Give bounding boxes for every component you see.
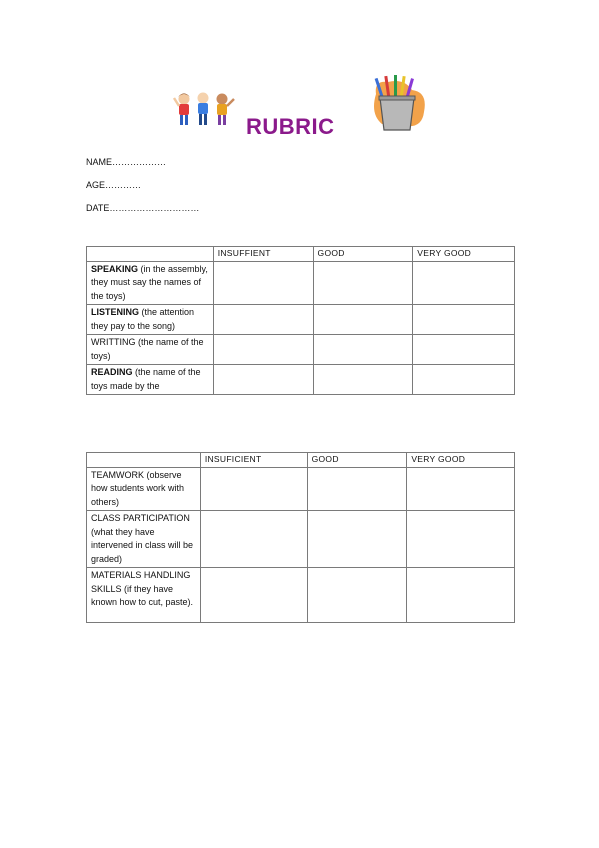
header-cell: GOOD bbox=[313, 247, 413, 262]
score-cell bbox=[413, 365, 515, 395]
header-cell: INSUFFIENT bbox=[213, 247, 313, 262]
criterion-cell: CLASS PARTICIPATION (what they have intervened in class will be graded) bbox=[87, 511, 201, 568]
table-row bbox=[87, 335, 515, 365]
score-cell bbox=[413, 305, 515, 335]
date-field: DATE………………………… bbox=[86, 203, 200, 213]
rubric-table-2 bbox=[86, 452, 515, 623]
criterion-cell: MATERIALS HANDLING SKILLS (if they have known how to cut, paste). bbox=[87, 568, 201, 623]
score-cell bbox=[413, 261, 515, 305]
criterion-cell: LISTENING (the attention they pay to the song) bbox=[87, 305, 214, 335]
score-cell bbox=[313, 261, 413, 305]
header-cell: VERY GOOD bbox=[407, 453, 515, 468]
header-cell: VERY GOOD bbox=[413, 247, 515, 262]
score-cell bbox=[413, 335, 515, 365]
page-title: RUBRIC bbox=[246, 114, 335, 139]
score-cell bbox=[200, 511, 307, 568]
table-row bbox=[87, 568, 515, 623]
score-cell bbox=[213, 365, 313, 395]
score-cell bbox=[307, 511, 407, 568]
score-cell bbox=[407, 467, 515, 511]
table-row bbox=[87, 365, 515, 395]
pencil-cup-icon bbox=[368, 74, 430, 134]
score-cell bbox=[213, 335, 313, 365]
rubric-table-1 bbox=[86, 246, 515, 395]
criterion-cell: WRITTING (the name of the toys) bbox=[87, 335, 214, 365]
score-cell bbox=[213, 305, 313, 335]
score-cell bbox=[213, 261, 313, 305]
score-cell bbox=[407, 568, 515, 623]
name-field: NAME……………… bbox=[86, 157, 167, 167]
score-cell bbox=[313, 365, 413, 395]
header-cell: INSUFICIENT bbox=[200, 453, 307, 468]
table-header-row bbox=[87, 247, 515, 262]
table-row bbox=[87, 305, 515, 335]
table-row bbox=[87, 511, 515, 568]
age-field: AGE………… bbox=[86, 180, 142, 190]
header-cell bbox=[87, 247, 214, 262]
score-cell bbox=[313, 335, 413, 365]
criterion-cell: TEAMWORK (observe how students work with others) bbox=[87, 467, 201, 511]
table-row bbox=[87, 467, 515, 511]
criterion-cell: READING (the name of the toys made by the bbox=[87, 365, 214, 395]
score-cell bbox=[307, 568, 407, 623]
criterion-cell: SPEAKING (in the assembly, they must say the names of the toys) bbox=[87, 261, 214, 305]
table-row bbox=[87, 261, 515, 305]
score-cell bbox=[307, 467, 407, 511]
header-cell bbox=[87, 453, 201, 468]
score-cell bbox=[313, 305, 413, 335]
score-cell bbox=[200, 467, 307, 511]
table-header-row bbox=[87, 453, 515, 468]
score-cell bbox=[407, 511, 515, 568]
score-cell bbox=[200, 568, 307, 623]
header-cell: GOOD bbox=[307, 453, 407, 468]
children-icon bbox=[172, 88, 238, 132]
